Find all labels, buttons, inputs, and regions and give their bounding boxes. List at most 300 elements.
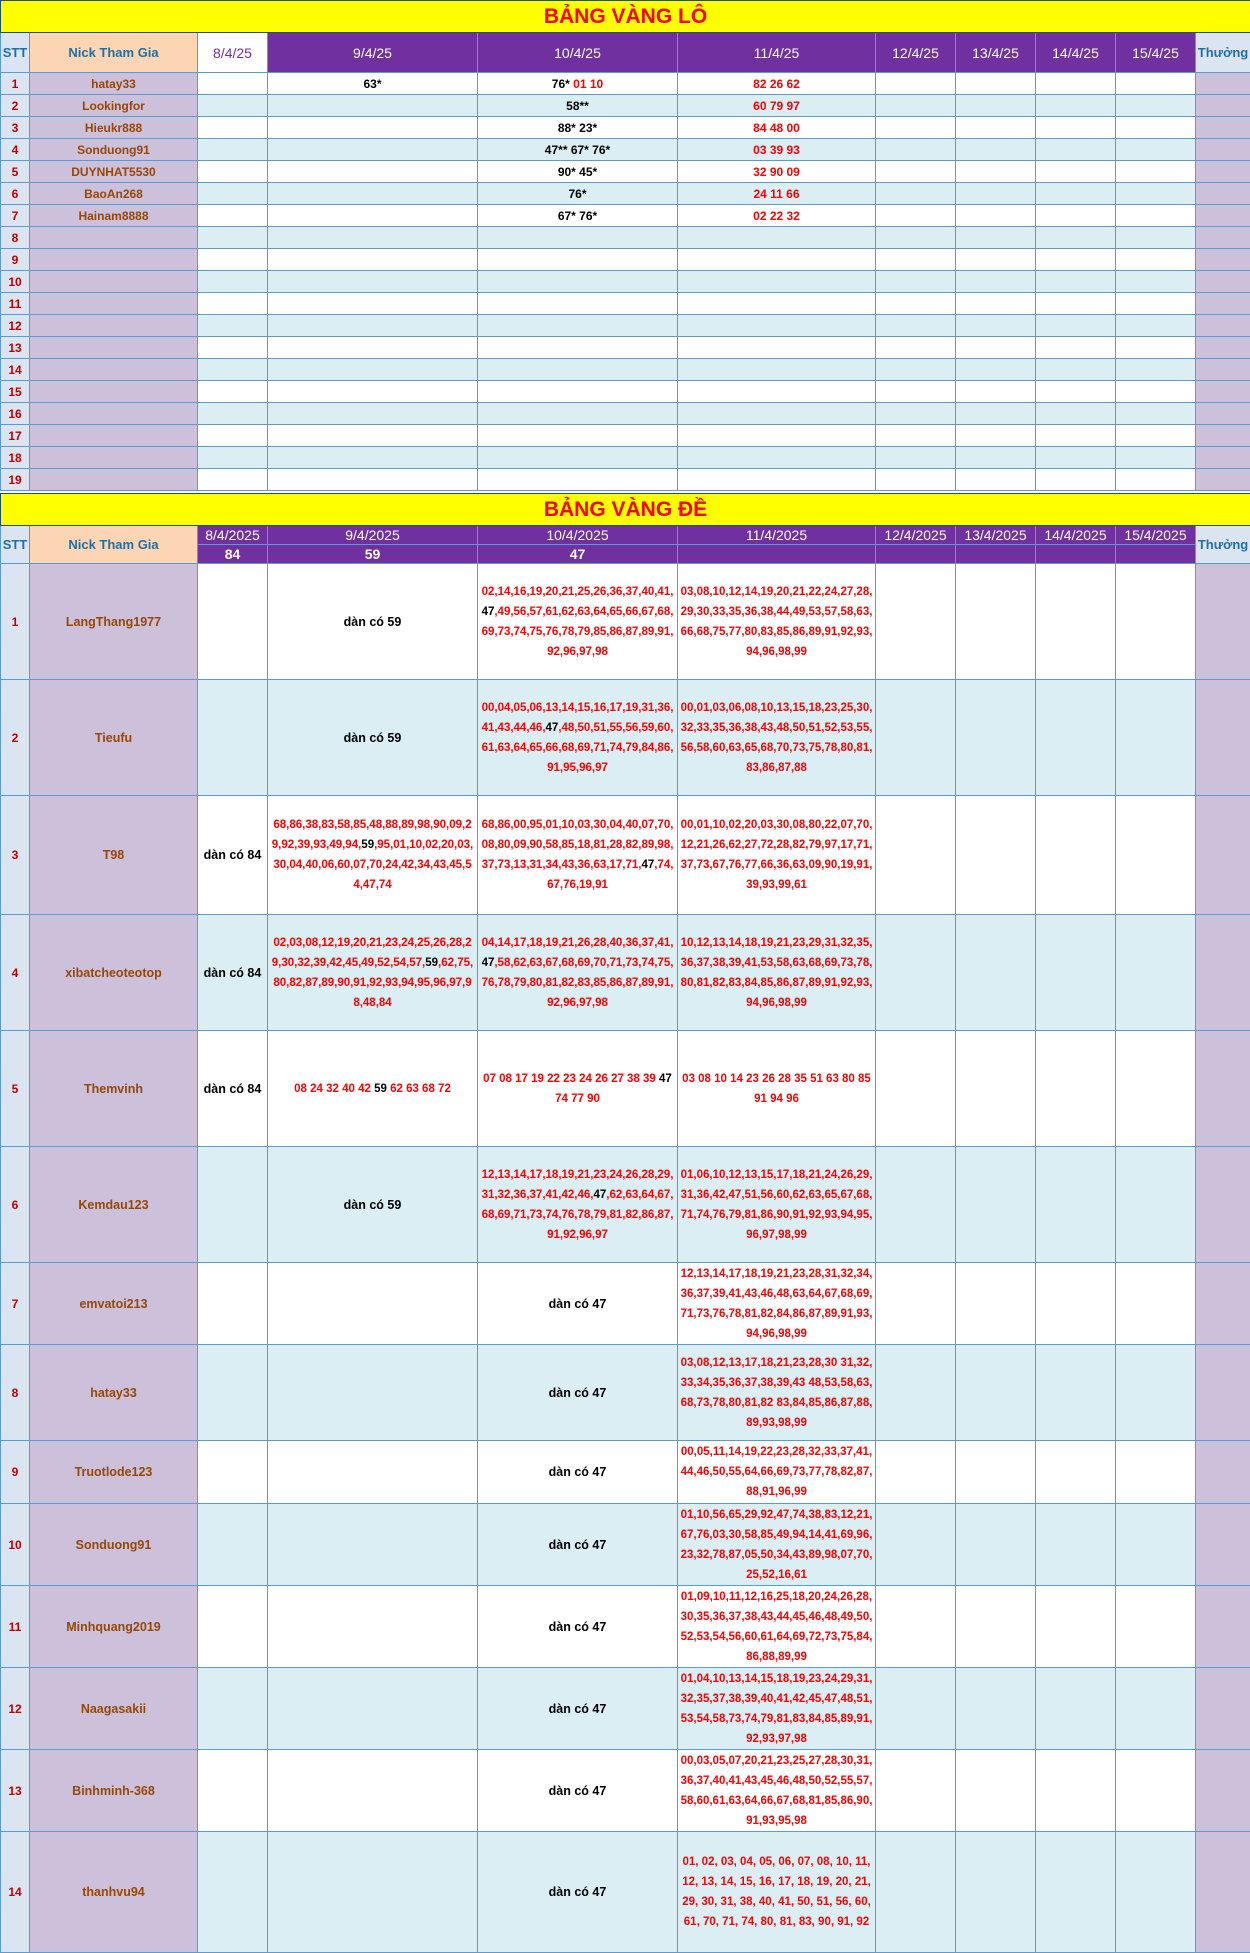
cell-8-4 <box>198 161 268 183</box>
number-segment: ,62,63,64,67,68,69,71,73,74,76,78,79,81,82,86,87,91,92,96,97 <box>482 1189 674 1241</box>
bang-vang-de-table <box>0 493 1250 1953</box>
row-stt: 9 <box>1 1441 30 1504</box>
row-prize <box>1196 359 1250 381</box>
cell-d104 <box>478 796 678 915</box>
table-row <box>1 1263 1250 1345</box>
cell-8-4 <box>198 293 268 315</box>
cell-d84 <box>198 1832 268 1953</box>
table-row <box>1 381 1250 403</box>
cell-10-4-black: 76* <box>568 187 586 201</box>
cell-empty <box>1036 796 1116 915</box>
table-row <box>1 1668 1250 1750</box>
cell-empty <box>1116 564 1196 680</box>
cell-empty <box>1036 1586 1116 1668</box>
row-prize <box>1196 425 1250 447</box>
number-segment: 47 <box>482 957 495 969</box>
table-row <box>1 139 1250 161</box>
row-nick: Hieukr888 <box>30 117 198 139</box>
cell-empty <box>1116 359 1196 381</box>
row-stt: 8 <box>1 227 30 249</box>
cell-10-4 <box>478 381 678 403</box>
row-nick: Themvinh <box>30 1031 198 1147</box>
cell-empty <box>1036 1441 1116 1504</box>
cell-d114 <box>678 1147 876 1263</box>
cell-empty <box>1036 117 1116 139</box>
row-prize <box>1196 249 1250 271</box>
number-segment: 08 24 32 40 42 <box>294 1083 374 1095</box>
cell-empty <box>876 337 956 359</box>
number-segment: 62 63 68 72 <box>387 1083 451 1095</box>
number-segment: 01,04,10,13,14,15,18,19,23,24,29,31,32,35,37,38,39,40,41,42,45,47,48,51,53,54,58,73,74,79,81,83,84,85,89,91,92,93,97,98 <box>681 1673 873 1745</box>
cell-10-4 <box>478 161 678 183</box>
row-stt: 19 <box>1 469 30 491</box>
table-row <box>1 271 1250 293</box>
cell-11-4: 02 22 32 <box>678 205 876 227</box>
cell-11-4 <box>678 403 876 425</box>
row-stt: 12 <box>1 1668 30 1750</box>
row-stt: 17 <box>1 425 30 447</box>
row-stt: 8 <box>1 1345 30 1441</box>
cell-10-4 <box>478 469 678 491</box>
cell-d114 <box>678 1586 876 1668</box>
cell-9-4 <box>268 117 478 139</box>
cell-empty <box>1036 227 1116 249</box>
cell-d114 <box>678 1832 876 1953</box>
cell-empty <box>1036 469 1116 491</box>
number-segment: ,48,50,51,55,56,59,60,61,63,64,65,66,68,69,71,74,79,84,86,91,95,96,97 <box>482 722 674 774</box>
row-nick <box>30 447 198 469</box>
number-segment: ,62,75,80,82,87,89,90,91,92,93,94,95,96,97,98,48,84 <box>273 957 473 1009</box>
cell-empty <box>876 139 956 161</box>
row-prize <box>1196 564 1250 680</box>
row-stt: 1 <box>1 73 30 95</box>
cell-d114 <box>678 915 876 1031</box>
number-segment: 00,01,03,06,08,10,13,15,18,23,25,30,32,33,35,36,38,43,48,50,51,52,53,55,56,58,60,63,65,68,70,73,75,78,80,81,83,86,87,88 <box>681 702 873 774</box>
de-result <box>956 545 1036 564</box>
cell-empty <box>956 381 1036 403</box>
de-title: BẢNG VÀNG ĐỀ <box>1 494 1250 526</box>
cell-empty <box>876 205 956 227</box>
table-row <box>1 73 1250 95</box>
cell-d84: dàn có 84 <box>198 1031 268 1147</box>
number-segment: 03,08,12,13,17,18,21,23,28,30 31,32,33,34,35,36,37,38,39,43 48,53,58,63,68,73,78,80,81,82 83,84,85,86,87,88,89,93,98,99 <box>681 1357 873 1429</box>
cell-d104: dàn có 47 <box>478 1832 678 1953</box>
cell-d84 <box>198 1586 268 1668</box>
cell-empty <box>956 1832 1036 1953</box>
lo-header-date: 14/4/25 <box>1036 33 1116 73</box>
cell-8-4 <box>198 117 268 139</box>
cell-10-4-black: 88* 23* <box>558 121 597 135</box>
cell-9-4 <box>268 337 478 359</box>
cell-10-4 <box>478 425 678 447</box>
cell-empty <box>1116 1832 1196 1953</box>
row-nick: LangThang1977 <box>30 564 198 680</box>
row-stt: 6 <box>1 1147 30 1263</box>
row-stt: 4 <box>1 139 30 161</box>
cell-empty <box>876 1147 956 1263</box>
row-prize <box>1196 1031 1250 1147</box>
cell-empty <box>956 249 1036 271</box>
cell-empty <box>956 183 1036 205</box>
cell-empty <box>956 1441 1036 1504</box>
cell-empty <box>1036 403 1116 425</box>
cell-8-4 <box>198 271 268 293</box>
row-nick: hatay33 <box>30 1345 198 1441</box>
row-stt: 7 <box>1 205 30 227</box>
row-nick: hatay33 <box>30 73 198 95</box>
cell-d84 <box>198 1147 268 1263</box>
cell-11-4 <box>678 271 876 293</box>
row-nick: Truotlode123 <box>30 1441 198 1504</box>
row-prize <box>1196 293 1250 315</box>
cell-9-4 <box>268 381 478 403</box>
row-prize <box>1196 447 1250 469</box>
table-row <box>1 915 1250 1031</box>
row-nick: DUYNHAT5530 <box>30 161 198 183</box>
row-nick: Lookingfor <box>30 95 198 117</box>
number-segment: 47 <box>593 1189 606 1201</box>
cell-d84 <box>198 1750 268 1832</box>
cell-empty <box>876 1832 956 1953</box>
number-segment: 47 <box>641 859 654 871</box>
cell-empty <box>1116 1147 1196 1263</box>
cell-d104 <box>478 1147 678 1263</box>
cell-11-4 <box>678 425 876 447</box>
cell-empty <box>876 249 956 271</box>
table-row <box>1 425 1250 447</box>
cell-11-4 <box>678 249 876 271</box>
cell-empty <box>876 73 956 95</box>
row-prize <box>1196 271 1250 293</box>
cell-empty <box>1036 915 1116 1031</box>
row-nick: Hainam8888 <box>30 205 198 227</box>
cell-empty <box>876 1586 956 1668</box>
cell-empty <box>956 95 1036 117</box>
row-prize <box>1196 1750 1250 1832</box>
cell-11-4: 24 11 66 <box>678 183 876 205</box>
row-stt: 1 <box>1 564 30 680</box>
cell-10-4 <box>478 183 678 205</box>
cell-d94 <box>268 1031 478 1147</box>
cell-11-4 <box>678 381 876 403</box>
row-nick <box>30 249 198 271</box>
cell-8-4 <box>198 183 268 205</box>
row-stt: 10 <box>1 1504 30 1586</box>
cell-10-4-black: 47** 67* 76* <box>545 143 610 157</box>
cell-10-4-black: 58** <box>566 99 589 113</box>
table-row <box>1 95 1250 117</box>
cell-d104 <box>478 564 678 680</box>
cell-9-4: 63* <box>268 73 478 95</box>
cell-empty <box>1116 183 1196 205</box>
cell-empty <box>1036 139 1116 161</box>
cell-empty <box>1116 915 1196 1031</box>
number-segment: 12,13,14,17,18,19,21,23,24,26,28,29,31,32,36,37,41,42,46, <box>482 1169 674 1201</box>
de-result <box>876 545 956 564</box>
cell-11-4: 84 48 00 <box>678 117 876 139</box>
cell-d84: dàn có 84 <box>198 915 268 1031</box>
row-prize <box>1196 1441 1250 1504</box>
table-row <box>1 359 1250 381</box>
cell-empty <box>956 117 1036 139</box>
cell-d104: dàn có 47 <box>478 1504 678 1586</box>
number-segment: 01,09,10,11,12,16,25,18,20,24,26,28,30,35,36,37,38,43,44,45,46,48,49,50,52,53,54,56,60,61,64,69,72,73,75,84,86,88,89,99 <box>681 1591 873 1663</box>
cell-d94 <box>268 1586 478 1668</box>
de-result <box>678 545 876 564</box>
cell-empty <box>1116 117 1196 139</box>
cell-11-4 <box>678 293 876 315</box>
row-prize <box>1196 680 1250 796</box>
cell-empty <box>956 271 1036 293</box>
row-nick <box>30 227 198 249</box>
cell-9-4 <box>268 315 478 337</box>
cell-empty <box>1036 337 1116 359</box>
cell-8-4 <box>198 447 268 469</box>
cell-8-4 <box>198 425 268 447</box>
cell-10-4-black: 90* 45* <box>558 165 597 179</box>
cell-empty <box>956 469 1036 491</box>
row-stt: 12 <box>1 315 30 337</box>
row-stt: 5 <box>1 161 30 183</box>
number-segment: 68,86,00,95,01,10,03,30,04,40,07,70,08,80,09,90,58,85,18,81,28,82,89,98,37,73,13,31,34,43,36,63,17,71, <box>482 819 674 871</box>
cell-d114 <box>678 1504 876 1586</box>
cell-d104: dàn có 47 <box>478 1441 678 1504</box>
row-nick <box>30 271 198 293</box>
row-stt: 5 <box>1 1031 30 1147</box>
cell-empty <box>1116 447 1196 469</box>
row-stt: 11 <box>1 1586 30 1668</box>
cell-empty <box>876 183 956 205</box>
cell-d104: dàn có 47 <box>478 1668 678 1750</box>
row-prize <box>1196 1504 1250 1586</box>
cell-empty <box>1036 359 1116 381</box>
cell-empty <box>876 359 956 381</box>
cell-empty <box>876 161 956 183</box>
row-stt: 9 <box>1 249 30 271</box>
row-prize <box>1196 1263 1250 1345</box>
table-row <box>1 447 1250 469</box>
number-segment: 74 77 90 <box>555 1093 600 1105</box>
cell-d94 <box>268 1263 478 1345</box>
de-result: 59 <box>268 545 478 564</box>
row-stt: 14 <box>1 359 30 381</box>
table-row <box>1 403 1250 425</box>
cell-d104 <box>478 915 678 1031</box>
cell-11-4: 03 39 93 <box>678 139 876 161</box>
row-prize <box>1196 205 1250 227</box>
cell-empty <box>1116 271 1196 293</box>
row-prize <box>1196 161 1250 183</box>
cell-empty <box>1036 381 1116 403</box>
cell-9-4 <box>268 161 478 183</box>
number-segment: 59 <box>425 957 438 969</box>
cell-empty <box>956 796 1036 915</box>
cell-empty <box>956 447 1036 469</box>
number-segment: 00,05,11,14,19,22,23,28,32,33,37,41,44,46,50,55,64,66,69,73,77,78,82,87,88,91,96,99 <box>681 1446 873 1498</box>
cell-empty <box>1116 1504 1196 1586</box>
row-nick: BaoAn268 <box>30 183 198 205</box>
cell-empty <box>956 205 1036 227</box>
cell-11-4: 82 26 62 <box>678 73 876 95</box>
cell-d84 <box>198 1504 268 1586</box>
number-segment: 47 <box>482 606 495 618</box>
cell-empty <box>1036 1668 1116 1750</box>
cell-8-4 <box>198 73 268 95</box>
number-segment: 02,03,08,12,19,20,21,23,24,25,26,28,29,30,32,39,42,45,49,52,54,57, <box>272 937 472 969</box>
number-segment: 01,06,10,12,13,15,17,18,21,24,26,29,31,36,42,47,51,56,60,62,63,65,67,68,71,74,76,79,81,86,90,91,92,93,94,95,96,97,98,99 <box>681 1169 873 1241</box>
cell-empty <box>1116 161 1196 183</box>
cell-10-4 <box>478 139 678 161</box>
cell-8-4 <box>198 95 268 117</box>
cell-empty <box>956 73 1036 95</box>
cell-8-4 <box>198 403 268 425</box>
cell-d94: dàn có 59 <box>268 564 478 680</box>
cell-empty <box>1036 161 1116 183</box>
cell-empty <box>876 271 956 293</box>
row-nick <box>30 381 198 403</box>
cell-empty <box>1036 447 1116 469</box>
cell-empty <box>876 915 956 1031</box>
cell-empty <box>876 1668 956 1750</box>
cell-empty <box>1036 315 1116 337</box>
cell-empty <box>876 95 956 117</box>
cell-d94 <box>268 1504 478 1586</box>
cell-empty <box>956 1147 1036 1263</box>
row-stt: 18 <box>1 447 30 469</box>
cell-empty <box>876 117 956 139</box>
cell-empty <box>876 1750 956 1832</box>
cell-8-4 <box>198 139 268 161</box>
row-stt: 10 <box>1 271 30 293</box>
cell-d84 <box>198 1441 268 1504</box>
number-segment: 47 <box>659 1073 672 1085</box>
number-segment: 04,14,17,18,19,21,26,28,40,36,37,41, <box>482 937 674 949</box>
cell-empty <box>876 425 956 447</box>
cell-empty <box>1036 95 1116 117</box>
cell-empty <box>1036 1031 1116 1147</box>
cell-d104: dàn có 47 <box>478 1750 678 1832</box>
row-stt: 15 <box>1 381 30 403</box>
cell-empty <box>1036 680 1116 796</box>
row-prize <box>1196 1345 1250 1441</box>
cell-empty <box>876 564 956 680</box>
table-row <box>1 1345 1250 1441</box>
row-prize <box>1196 139 1250 161</box>
cell-9-4 <box>268 271 478 293</box>
cell-empty <box>956 337 1036 359</box>
number-segment: 03,08,10,12,14,19,20,21,22,24,27,28,29,30,33,35,36,38,44,49,53,57,58,63,66,68,75,77,80,83,85,86,89,91,92,93,94,96,98,99 <box>681 586 873 658</box>
row-stt: 16 <box>1 403 30 425</box>
cell-empty <box>956 1263 1036 1345</box>
cell-11-4 <box>678 315 876 337</box>
cell-10-4 <box>478 359 678 381</box>
cell-empty <box>876 293 956 315</box>
table-row <box>1 161 1250 183</box>
number-segment: 59 <box>374 1083 387 1095</box>
cell-empty <box>956 1504 1036 1586</box>
number-segment: 00,03,05,07,20,21,23,25,27,28,30,31,36,37,40,41,43,45,46,48,50,52,55,57,58,60,61,63,64,66,67,68,81,85,86,90,91,93,95,98 <box>681 1755 873 1827</box>
cell-empty <box>1036 564 1116 680</box>
cell-10-4 <box>478 315 678 337</box>
cell-d104 <box>478 1031 678 1147</box>
row-prize <box>1196 1668 1250 1750</box>
cell-empty <box>956 564 1036 680</box>
table-row <box>1 1504 1250 1586</box>
table-row <box>1 1031 1250 1147</box>
cell-11-4 <box>678 447 876 469</box>
cell-empty <box>876 796 956 915</box>
de-header-prize: Thưởng <box>1196 526 1250 564</box>
row-nick <box>30 293 198 315</box>
cell-empty <box>956 227 1036 249</box>
cell-empty <box>1116 95 1196 117</box>
cell-empty <box>1116 227 1196 249</box>
cell-empty <box>956 1586 1036 1668</box>
number-segment: 00,04,05,06,13,14,15,16,17,19,31,36,41,43,44,46, <box>482 702 674 734</box>
cell-empty <box>876 403 956 425</box>
row-nick: T98 <box>30 796 198 915</box>
number-segment: 07 08 17 19 22 23 24 26 27 38 39 <box>483 1073 659 1085</box>
cell-empty <box>1116 73 1196 95</box>
row-nick <box>30 359 198 381</box>
row-nick <box>30 315 198 337</box>
row-stt: 3 <box>1 796 30 915</box>
cell-empty <box>956 359 1036 381</box>
table-row <box>1 1750 1250 1832</box>
row-nick: Naagasakii <box>30 1668 198 1750</box>
cell-d114 <box>678 1668 876 1750</box>
cell-empty <box>1116 1668 1196 1750</box>
row-prize <box>1196 73 1250 95</box>
lo-header-date: 13/4/25 <box>956 33 1036 73</box>
lo-header-date: 10/4/25 <box>478 33 678 73</box>
de-result: 84 <box>198 545 268 564</box>
table-row <box>1 564 1250 680</box>
row-prize <box>1196 915 1250 1031</box>
row-nick: Minhquang2019 <box>30 1586 198 1668</box>
cell-10-4 <box>478 95 678 117</box>
cell-11-4: 32 90 09 <box>678 161 876 183</box>
cell-empty <box>876 1263 956 1345</box>
cell-8-4 <box>198 249 268 271</box>
cell-d84 <box>198 1263 268 1345</box>
row-stt: 7 <box>1 1263 30 1345</box>
cell-empty <box>1116 381 1196 403</box>
cell-d94 <box>268 1668 478 1750</box>
cell-empty <box>876 315 956 337</box>
row-stt: 2 <box>1 95 30 117</box>
cell-empty <box>1036 1504 1116 1586</box>
de-header-date: 8/4/2025 <box>198 526 268 545</box>
cell-d94 <box>268 1832 478 1953</box>
de-result: 47 <box>478 545 678 564</box>
row-nick: Binhminh-368 <box>30 1750 198 1832</box>
de-result <box>1116 545 1196 564</box>
cell-10-4 <box>478 227 678 249</box>
cell-8-4 <box>198 469 268 491</box>
table-row <box>1 315 1250 337</box>
cell-empty <box>876 680 956 796</box>
cell-empty <box>956 1750 1036 1832</box>
cell-8-4 <box>198 315 268 337</box>
cell-d114 <box>678 1345 876 1441</box>
cell-empty <box>1036 1345 1116 1441</box>
cell-empty <box>956 315 1036 337</box>
table-row <box>1 469 1250 491</box>
row-nick: Sonduong91 <box>30 1504 198 1586</box>
row-nick: Sonduong91 <box>30 139 198 161</box>
row-prize <box>1196 117 1250 139</box>
